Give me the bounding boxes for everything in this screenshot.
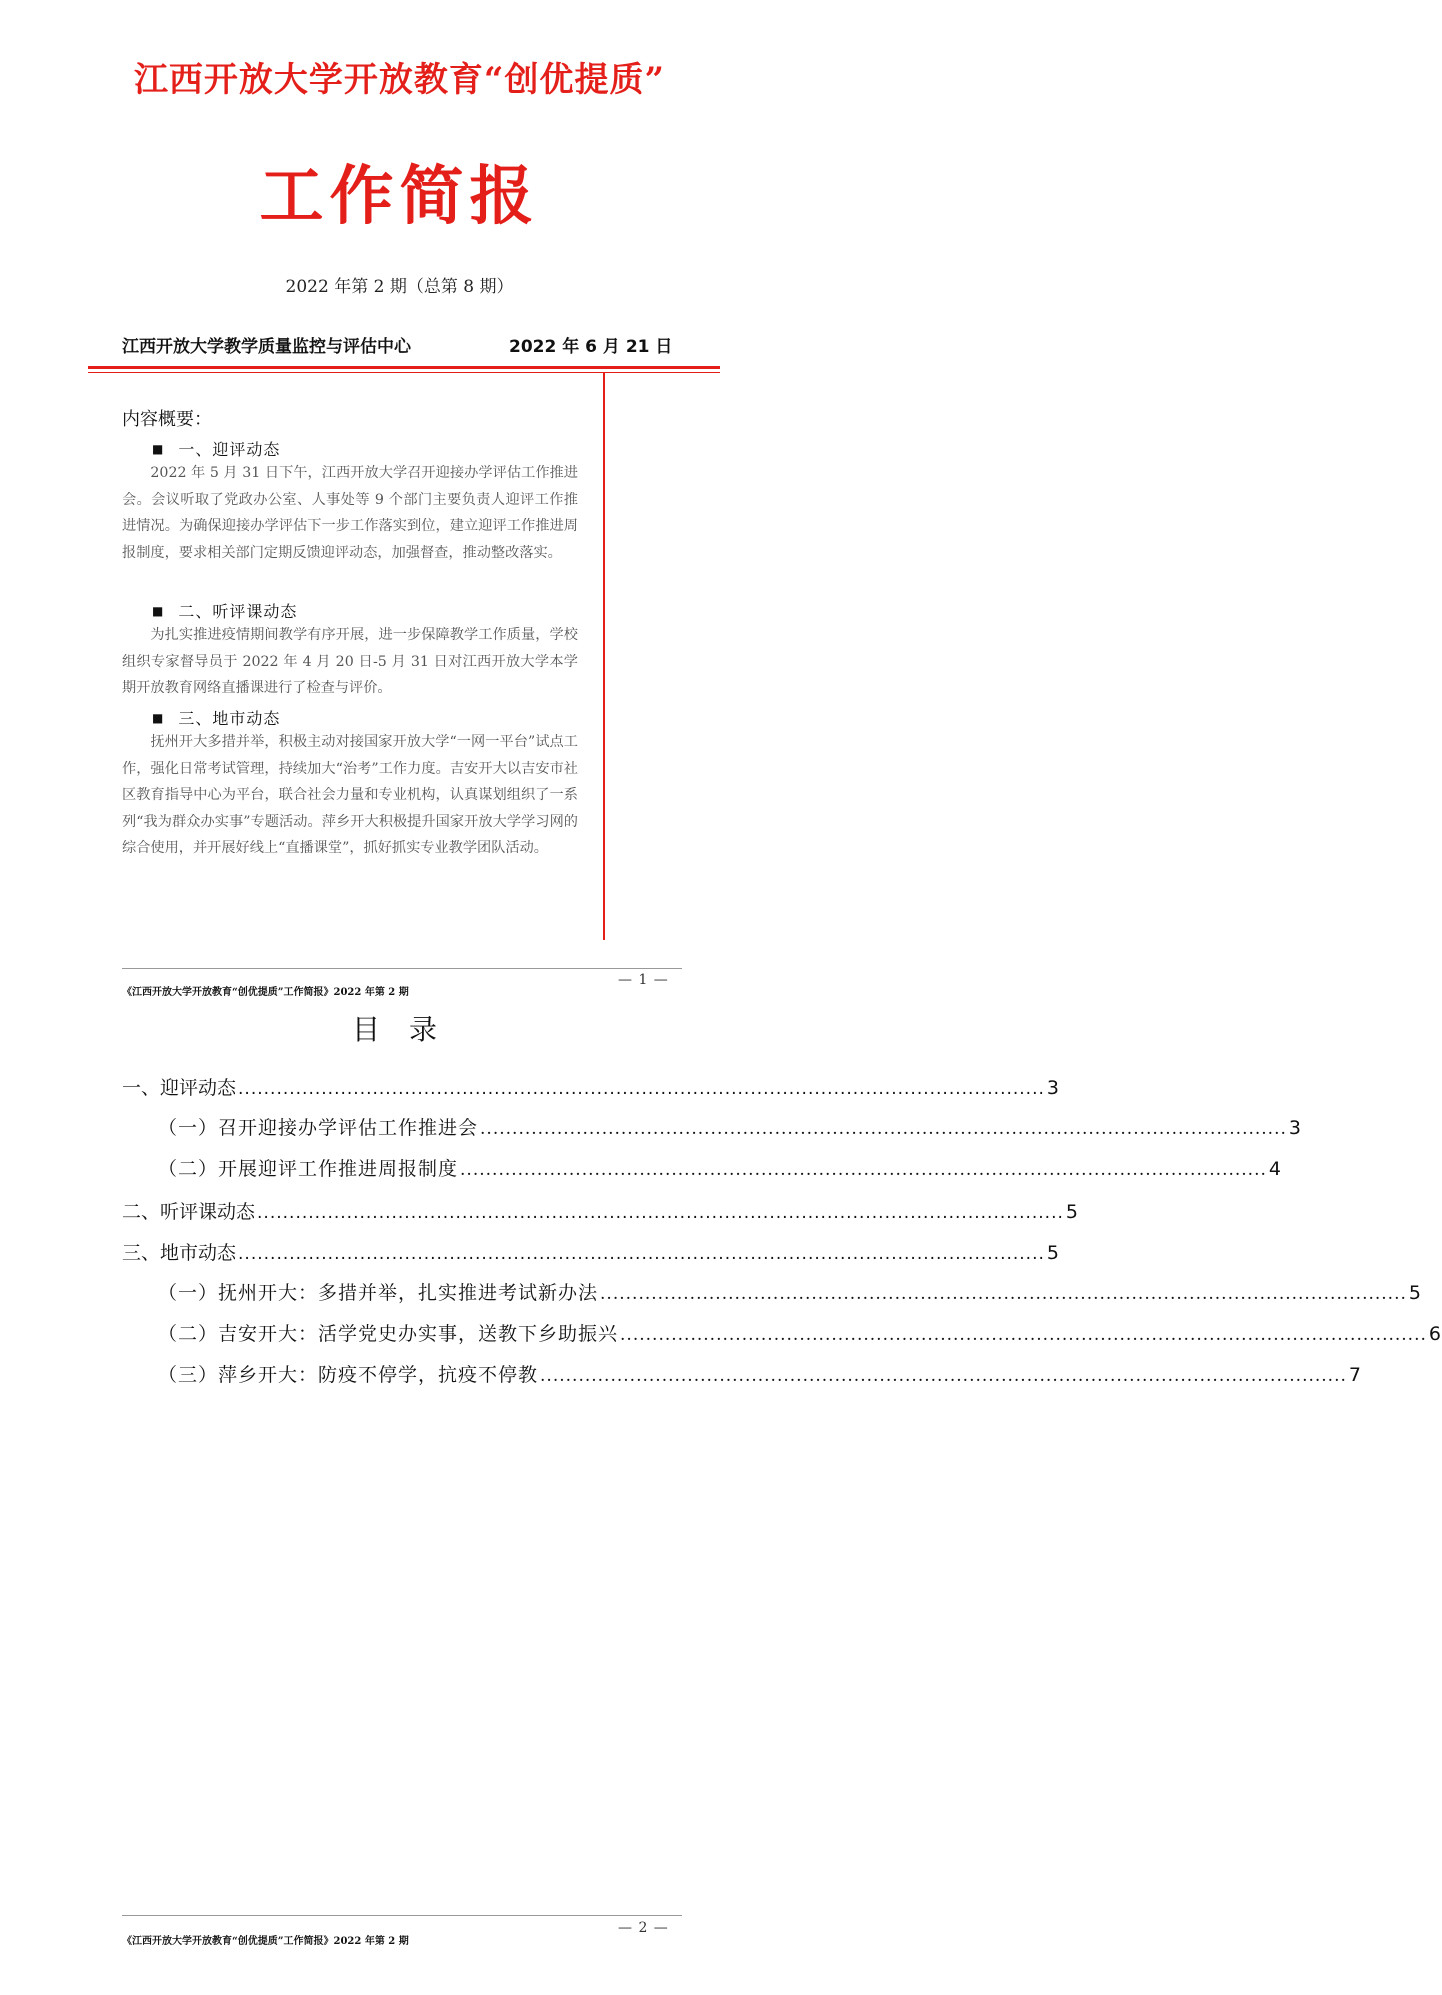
brief-title: 工作简报 xyxy=(259,159,540,234)
toc-entry-label: （二）开展迎评工作推进周报制度 xyxy=(158,1158,459,1180)
toc-entry[interactable] xyxy=(158,1360,1362,1387)
section-heading-1 xyxy=(152,437,280,460)
toc-leader: .............................................................................................................................. xyxy=(600,1284,1407,1304)
toc-entry-label: （一）召开迎接办学评估工作推进会 xyxy=(158,1117,479,1139)
toc-entry[interactable] xyxy=(158,1278,1422,1305)
toc-leader: .............................................................................................................................. xyxy=(540,1366,1347,1386)
toc-entry[interactable] xyxy=(158,1154,1282,1181)
toc-leader: .............................................................................................................................. xyxy=(257,1203,1064,1223)
issue-number: 2022 年第 2 期（总第 8 期） xyxy=(285,277,514,297)
issuing-organization: 江西开放大学教学质量监控与评估中心 xyxy=(122,337,411,357)
toc-entry-label: 一、迎评动态 xyxy=(122,1077,237,1099)
toc-entry-label: 二、听评课动态 xyxy=(122,1201,256,1223)
toc-entry[interactable] xyxy=(122,1073,1059,1100)
page-number: — 2 — xyxy=(618,1920,669,1936)
section-paragraph-2: 为扎实推进疫情期间教学有序开展，进一步保障教学工作质量，学校组织专家督导员于 2022 年 4 月 20 日-5 月 31 日对江西开放大学本学期开放教育网络直播课进行了检查与评价。 xyxy=(122,627,578,696)
toc-page-number: 3 xyxy=(1046,1077,1059,1099)
section-paragraph-1: 2022 年 5 月 31 日下午，江西开放大学召开迎接办学评估工作推进会。会议听取了党政办公室、人事处等 9 个部门主要负责人迎评工作推进情况。为确保迎接办学评估下一步工作落实到位，建立迎评工作推进周报制度，要求相关部门定期反馈迎评动态，加强督查，推动整改落实。 xyxy=(122,465,578,561)
toc-entry[interactable] xyxy=(158,1319,1442,1346)
square-bullet-icon: ■ xyxy=(152,604,165,618)
toc-leader: .............................................................................................................................. xyxy=(480,1119,1287,1139)
summary-heading: 内容概要： xyxy=(122,409,212,430)
toc-page-number: 5 xyxy=(1408,1282,1422,1304)
footer-rule xyxy=(122,968,682,969)
toc-page-number: 7 xyxy=(1348,1364,1362,1386)
toc-leader: .............................................................................................................................. xyxy=(460,1160,1267,1180)
running-footer-title: 《江西开放大学开放教育“创优提质”工作简报》2022 年第 2 期 xyxy=(122,987,409,998)
toc-page-number: 5 xyxy=(1065,1201,1078,1223)
toc-page-number: 6 xyxy=(1428,1323,1442,1345)
square-bullet-icon: ■ xyxy=(152,442,165,456)
section-title: 三、地市动态 xyxy=(178,709,281,728)
toc-page-number: 5 xyxy=(1046,1242,1059,1264)
toc-entry-label: 三、地市动态 xyxy=(122,1242,237,1264)
section-title: 二、听评课动态 xyxy=(178,602,298,621)
page-number: — 1 — xyxy=(618,972,669,988)
toc-entry[interactable] xyxy=(122,1238,1059,1265)
toc-entry-label: （一）抚州开大：多措并举，扎实推进考试新办法 xyxy=(158,1282,599,1304)
toc-entry-label: （三）萍乡开大：防疫不停学，抗疫不停教 xyxy=(158,1364,539,1386)
running-footer-title: 《江西开放大学开放教育“创优提质”工作简报》2022 年第 2 期 xyxy=(122,1936,409,1947)
toc-page-number: 3 xyxy=(1288,1117,1302,1139)
section-heading-2 xyxy=(152,599,297,622)
section-paragraph-3: 抚州开大多措并举，积极主动对接国家开放大学“一网一平台”试点工作，强化日常考试管理，持续加大“治考”工作力度。吉安开大以吉安市社区教育指导中心为平台，联合社会力量和专业机构，认真谋划组织了一系列“我为群众办实事”专题活动。萍乡开大积极提升国家开放大学学习网的综合使用，并开展好线上“直播课堂”，抓好抓实专业教学团队活动。 xyxy=(122,734,578,856)
issue-date: 2022 年 6 月 21 日 xyxy=(509,337,673,357)
brief-series-title: 江西开放大学开放教育“创优提质” xyxy=(133,60,666,100)
margin-vertical-rule xyxy=(603,372,605,940)
toc-page-number: 4 xyxy=(1268,1158,1282,1180)
section-heading-3 xyxy=(152,706,280,729)
square-bullet-icon: ■ xyxy=(152,711,165,725)
toc-entry-label: （二）吉安开大：活学党史办实事，送教下乡助振兴 xyxy=(158,1323,619,1345)
toc-leader: .............................................................................................................................. xyxy=(620,1325,1427,1345)
header-divider-thin xyxy=(88,372,720,373)
toc-title: 目 录 xyxy=(352,1013,447,1046)
toc-leader: .............................................................................................................................. xyxy=(238,1079,1045,1099)
footer-rule xyxy=(122,1915,682,1916)
toc-entry[interactable] xyxy=(122,1197,1078,1224)
section-title: 一、迎评动态 xyxy=(178,440,281,459)
header-divider-thick xyxy=(88,366,720,369)
toc-leader: .............................................................................................................................. xyxy=(238,1244,1045,1264)
toc-entry[interactable] xyxy=(158,1113,1302,1140)
